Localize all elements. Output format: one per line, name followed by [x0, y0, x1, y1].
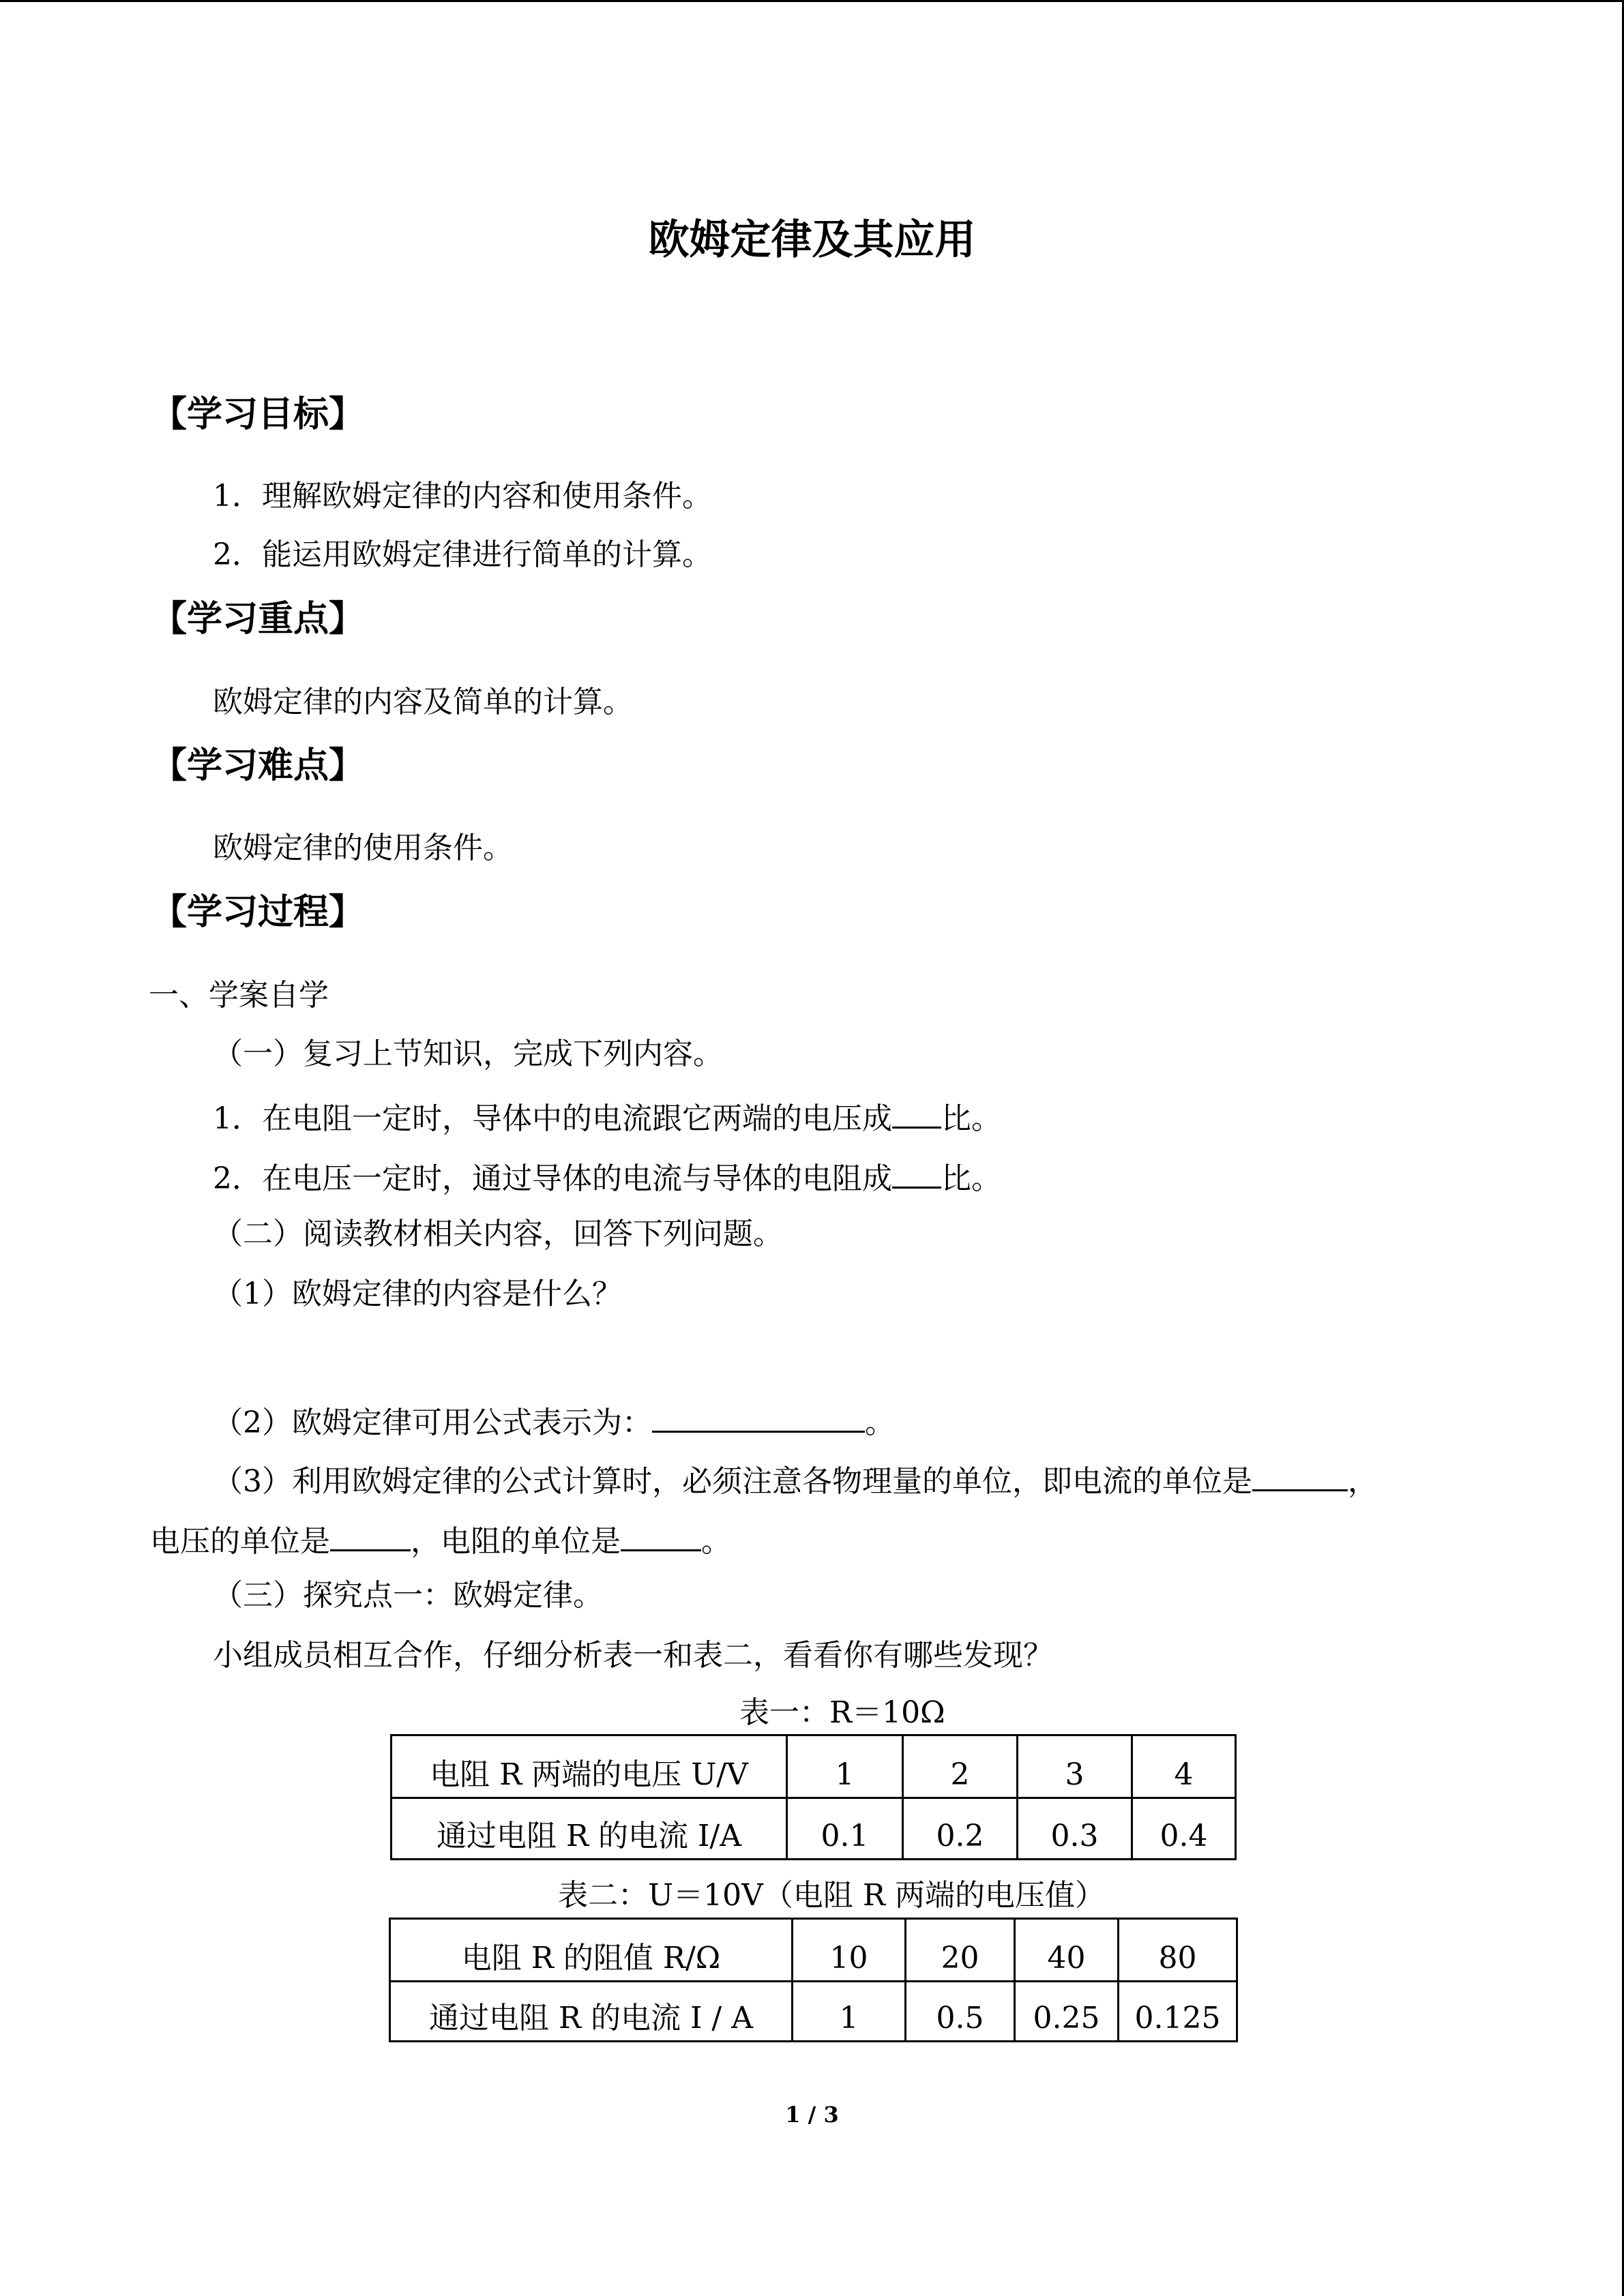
table-cell: 4 — [1132, 1735, 1236, 1798]
blank-voltage-unit[interactable] — [330, 1522, 411, 1551]
blank-formula[interactable] — [652, 1403, 865, 1433]
table-1 — [390, 1734, 1237, 1860]
page-number: 1 / 3 — [785, 2102, 839, 2128]
blank-current-unit[interactable] — [1252, 1462, 1348, 1491]
resistance-unit-label: ，电阻的单位是 — [411, 1524, 621, 1559]
question-1: （1）欧姆定律的内容是什么？ — [213, 1277, 622, 1311]
difficulty-text: 欧姆定律的使用条件。 — [213, 831, 513, 865]
review-item-1-end: 比。 — [941, 1101, 1001, 1136]
table-1-row — [392, 1798, 1236, 1860]
table-2 — [389, 1918, 1238, 2042]
question-3-text: （3）利用欧姆定律的公式计算时，必须注意各物理量的单位，即电流的单位是 — [213, 1464, 1252, 1499]
table-2-row — [390, 1919, 1237, 1982]
section-1-heading: 一、学案自学 — [149, 978, 329, 1013]
table-cell: 20 — [906, 1919, 1015, 1982]
explore-heading: （三）探究点一：欧姆定律。 — [213, 1578, 603, 1613]
table-cell: 电阻 R 两端的电压 U/V — [392, 1735, 787, 1798]
question-2-text: （2）欧姆定律可用公式表示为： — [213, 1405, 652, 1440]
focus-heading: 【学习重点】 — [151, 598, 365, 640]
table-cell: 0.2 — [903, 1798, 1018, 1860]
table-1-caption: 表一：R＝10Ω — [739, 1695, 945, 1730]
read-heading: （二）阅读教材相关内容，回答下列问题。 — [213, 1217, 783, 1251]
table-cell: 2 — [903, 1735, 1018, 1798]
difficulty-heading: 【学习难点】 — [151, 745, 365, 786]
process-heading: 【学习过程】 — [151, 891, 365, 933]
table-cell: 1 — [787, 1735, 903, 1798]
question-3-comma: ， — [1348, 1464, 1378, 1499]
table-cell: 10 — [793, 1919, 906, 1982]
explore-text: 小组成员相互合作，仔细分析表一和表二，看看你有哪些发现？ — [213, 1638, 1053, 1673]
page-title: 欧姆定律及其应用 — [648, 216, 976, 264]
table-cell: 通过电阻 R 的电流 I / A — [390, 1982, 793, 2042]
review-item-1-text: 1．在电阻一定时，导体中的电流跟它两端的电压成 — [213, 1101, 892, 1136]
question-3-end: 。 — [701, 1524, 731, 1559]
question-2 — [213, 1403, 895, 1438]
table-cell: 0.3 — [1018, 1798, 1132, 1860]
table-cell: 1 — [793, 1982, 906, 2042]
review-heading: （一）复习上节知识，完成下列内容。 — [213, 1037, 723, 1071]
table-cell: 0.4 — [1132, 1798, 1236, 1860]
review-item-2 — [213, 1159, 1001, 1194]
table-2-caption: 表二：U＝10V（电阻 R 两端的电压值） — [558, 1878, 1105, 1913]
table-cell: 40 — [1015, 1919, 1119, 1982]
blank-resistance-unit[interactable] — [621, 1522, 701, 1551]
goals-heading: 【学习目标】 — [151, 393, 365, 435]
table-1-row — [392, 1735, 1236, 1798]
review-item-1 — [213, 1099, 1001, 1134]
focus-text: 欧姆定律的内容及简单的计算。 — [213, 685, 633, 719]
blank-review-2[interactable] — [892, 1159, 941, 1189]
table-2-row — [390, 1982, 1237, 2042]
blank-review-1[interactable] — [892, 1099, 941, 1129]
review-item-2-text: 2．在电压一定时，通过导体的电流与导体的电阻成 — [213, 1161, 892, 1196]
table-cell: 3 — [1018, 1735, 1132, 1798]
table-cell: 电阻 R 的阻值 R/Ω — [390, 1919, 793, 1982]
question-3-line-2 — [150, 1522, 731, 1557]
page-border-top — [0, 0, 1624, 2]
goal-item-1: 1．理解欧姆定律的内容和使用条件。 — [213, 479, 712, 513]
review-item-2-end: 比。 — [941, 1161, 1001, 1196]
goal-item-2: 2．能运用欧姆定律进行简单的计算。 — [213, 537, 712, 572]
question-2-end: 。 — [865, 1405, 895, 1440]
question-3-line-1 — [213, 1462, 1378, 1497]
table-cell: 80 — [1119, 1919, 1237, 1982]
table-cell: 0.125 — [1119, 1982, 1237, 2042]
table-cell: 0.5 — [906, 1982, 1015, 2042]
table-cell: 通过电阻 R 的电流 I/A — [392, 1798, 787, 1860]
table-cell: 0.25 — [1015, 1982, 1119, 2042]
table-cell: 0.1 — [787, 1798, 903, 1860]
voltage-unit-label: 电压的单位是 — [150, 1524, 330, 1559]
